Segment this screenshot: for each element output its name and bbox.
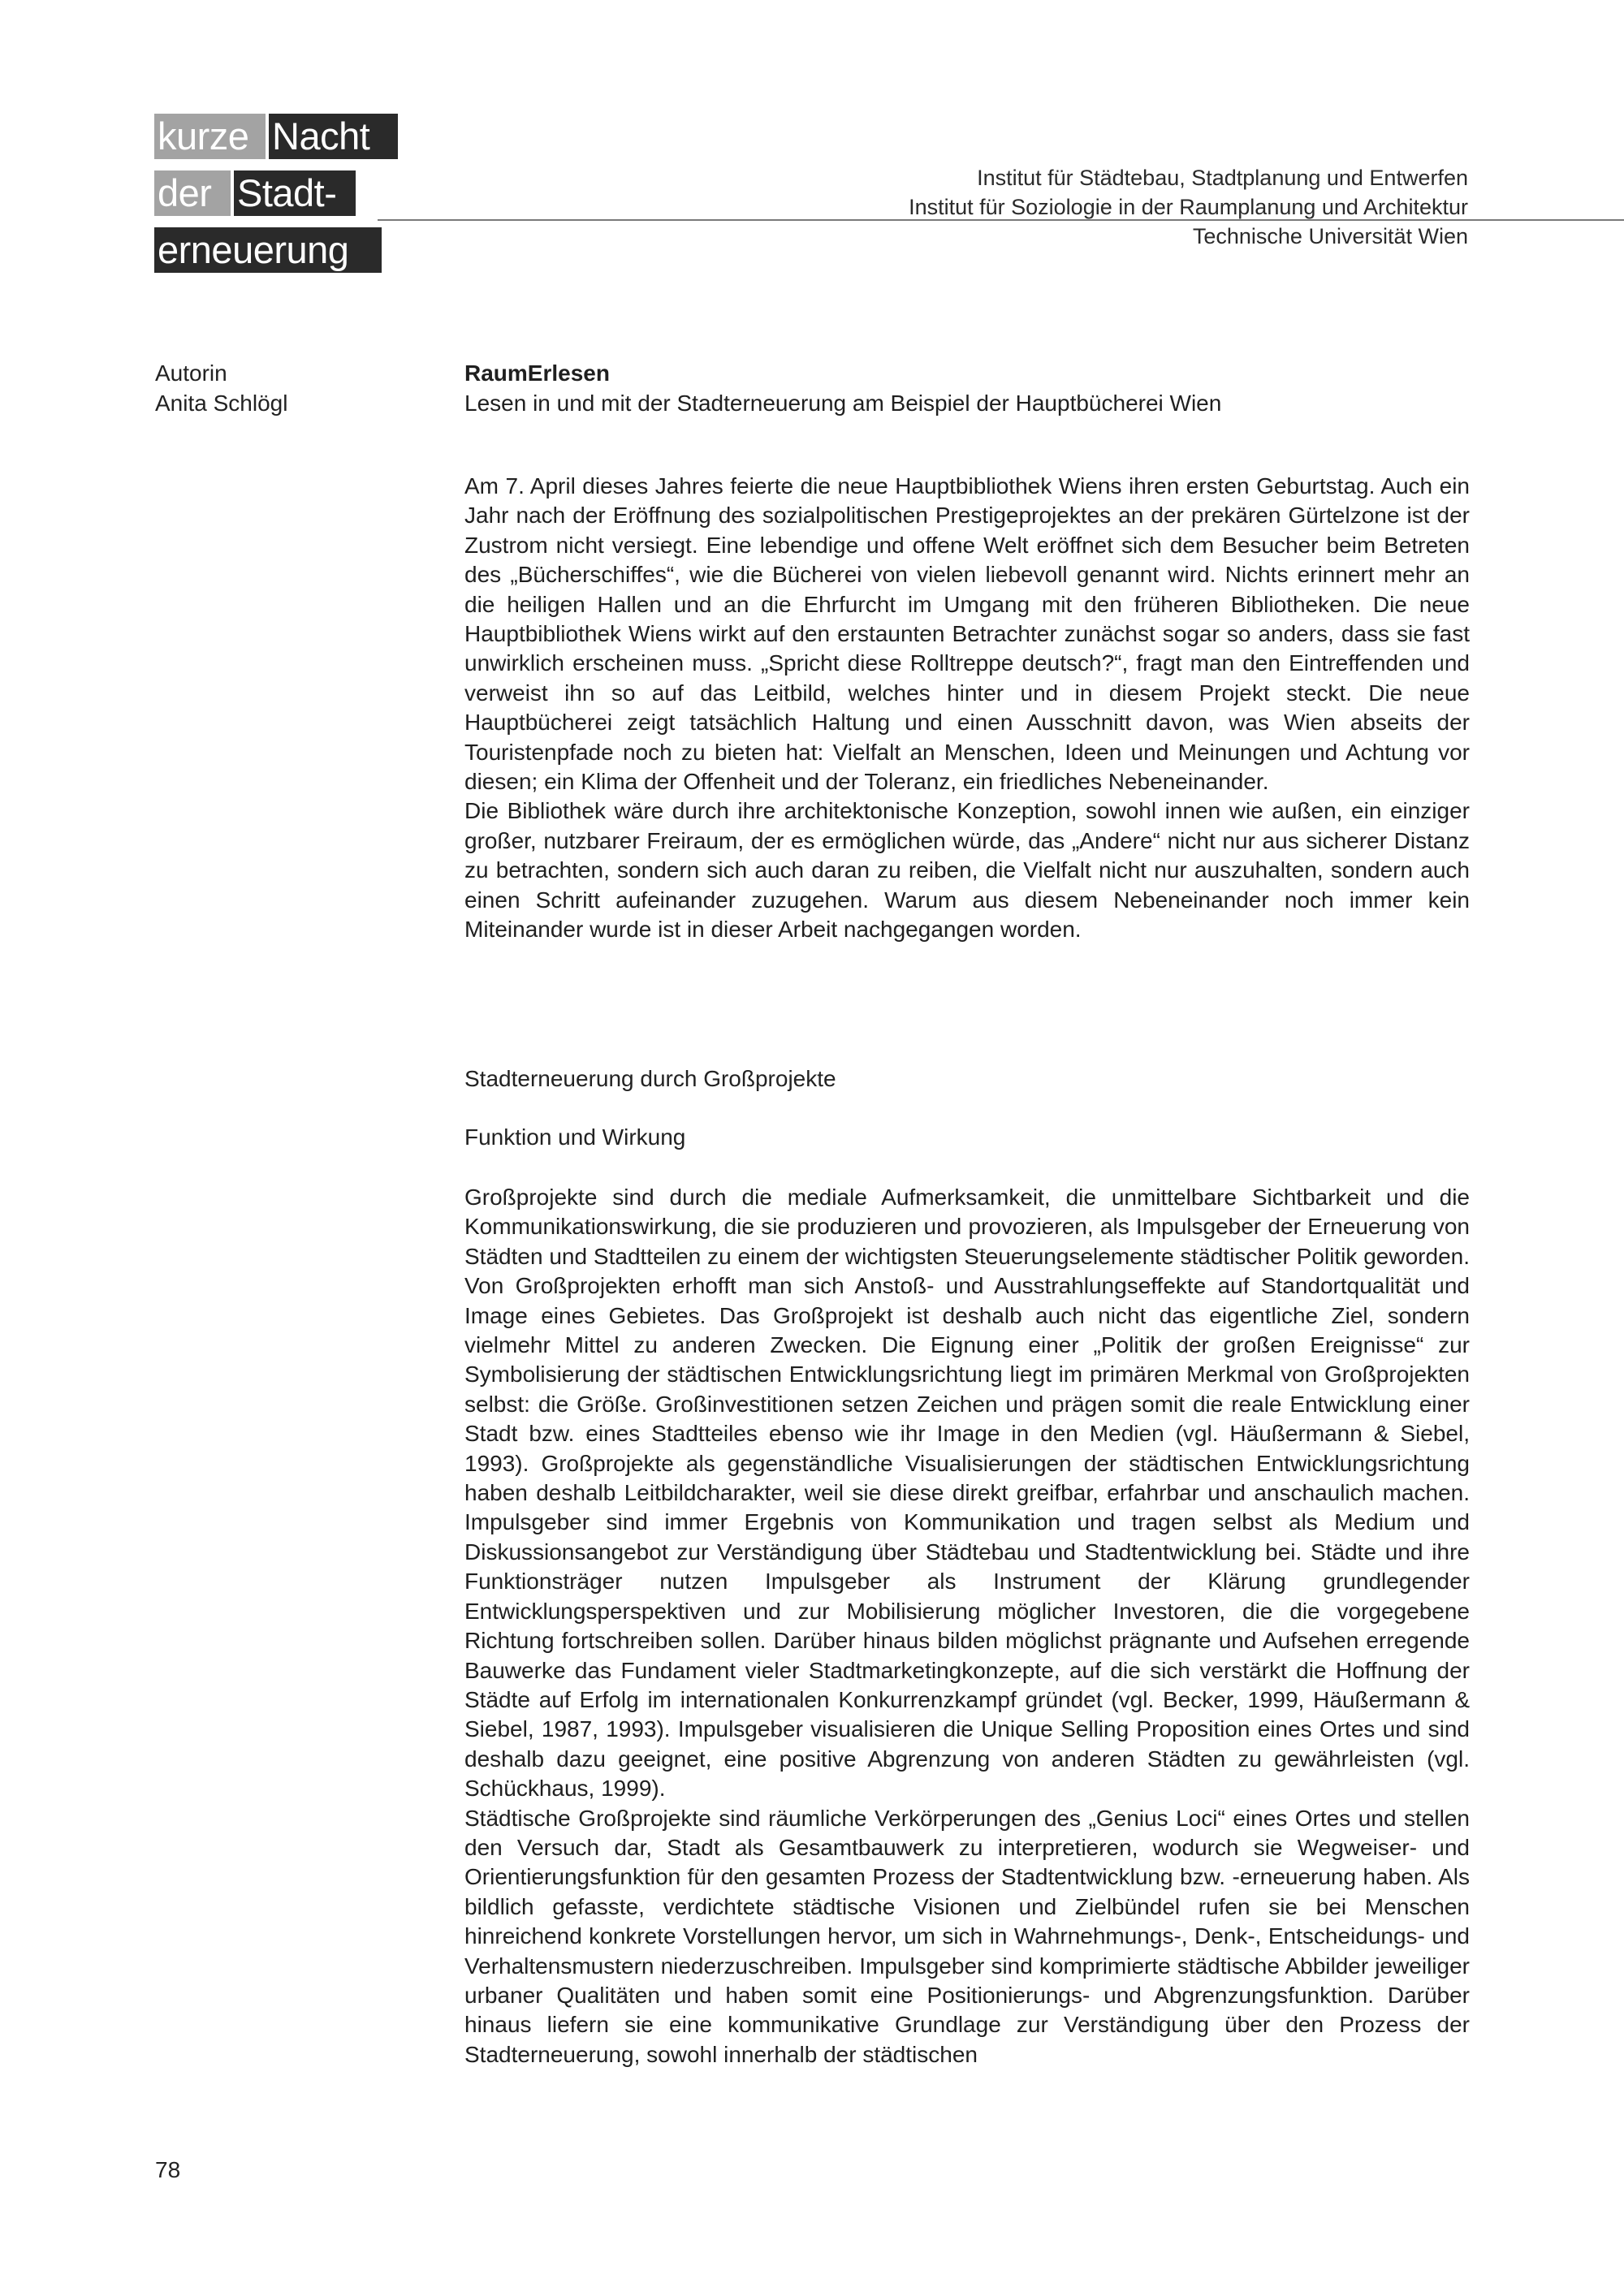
- logo-word-nacht: Nacht: [269, 114, 398, 159]
- subsection-heading: Funktion und Wirkung: [464, 1124, 686, 1150]
- institution-block: [909, 163, 1468, 251]
- body-paragraph: Städtische Großprojekte sind räumliche Verkörperungen des „Genius Loci“ eines Ortes und stellen den Versuch dar, Stadt als Gesamtbauwerk zu interpretieren, wodurch sie Wegweiser- und Orientierungsfunktion für den gesamten Prozess der Stadtentwicklung bzw. -erneuerung haben. Als bildlich gefasste, verdichtete städtische Visionen und Zielbündel rufen sie bei Menschen hinreichend konkrete Vorstellungen hervor, um sich in Wahrnehmungs-, Denk-, Entscheidungs- und Verhaltensmustern niederzuschreiben. Impulsgeber sind komprimierte städtische Abbilder jeweiliger urbaner Qualitäten und haben somit eine Positionierungs- und Abgrenzungsfunktion. Darüber hinaus liefern sie eine kommunikative Grundlage zur Verständigung über den Prozess der Stadterneuerung, sowohl innerhalb der städtischen: [464, 1805, 1470, 2067]
- body-text: [464, 1183, 1470, 2069]
- institution-line: Institut für Soziologie in der Raumplanung und Architektur: [909, 195, 1468, 219]
- logo-word-stadt: Stadt-: [234, 170, 356, 216]
- logo-word-kurze: kurze: [154, 114, 266, 159]
- article-title-block: [464, 358, 1470, 418]
- intro-paragraph: Am 7. April dieses Jahres feierte die neue Hauptbibliothek Wiens ihren ersten Geburtstag. Auch ein Jahr nach der Eröffnung des sozialpolitischen Prestigeprojektes an der prekären Gürtelzone ist der Zustrom nicht versiegt. Eine lebendige und offene Welt eröffnet sich dem Besucher beim Betreten des „Bücherschiffes“, wie die Bücherei von vielen liebevoll genannt wird. Nichts erinnert mehr an die heiligen Hallen und an die Ehrfurcht im Umgang mit den früheren Bibliotheken. Die neue Hauptbibliothek Wiens wirkt auf den erstaunten Betrachter zunächst sogar so anders, dass sie fast unwirklich erscheinen muss. „Spricht diese Rolltreppe deutsch?“, fragt man den Eintreffenden und verweist ihn so auf das Leitbild, welches hinter und in diesem Projekt steckt. Die neue Hauptbücherei zeigt tatsächlich Haltung und einen Ausschnitt davon, was Wien abseits der Touristenpfade noch zu bieten hat: Vielfalt an Menschen, Ideen und Meinungen und Achtung vor diesen; ein Klima der Offenheit und der Toleranz, ein friedliches Nebeneinander.: [464, 473, 1470, 795]
- intro-text: [464, 472, 1470, 945]
- body-paragraph: Großprojekte sind durch die mediale Aufmerksamkeit, die unmittelbare Sichtbarkeit und die Kommunikationswirkung, die sie produzieren und provozieren, als Impulsgeber der Erneuerung von Städten und Stadtteilen zu einem der wichtigsten Steuerungselemente städtischer Politik geworden. Von Großprojekten erhofft man sich Anstoß- und Ausstrahlungseffekte auf Standortqualität und Image eines Gebietes. Das Großprojekt ist deshalb auch nicht das eigentliche Ziel, sondern vielmehr Mittel zu anderen Zwecken. Die Eignung einer „Politik der großen Ereignisse“ zur Symbolisierung der städtischen Entwicklungsrichtung liegt im primären Merkmal von Großprojekten selbst: die Größe. Großinvestitionen setzen Zeichen und prägen somit die reale Entwicklung einer Stadt bzw. eines Stadtteiles ebenso wie ihr Image in den Medien (vgl. Häußermann & Siebel, 1993). Großprojekte als gegenständliche Visualisierungen der städtischen Entwicklungsrichtung haben deshalb Leitbildcharakter, weil sie diese direkt greifbar, erfahrbar und anschaulich machen. Impulsgeber sind immer Ergebnis von Kommunikation und tragen selbst als Medium und Diskussionsangebot zur Verständigung über Städtebau und Stadtentwicklung bei. Städte und ihre Funktionsträger nutzen Impulsgeber als Instrument der Klärung grundlegender Entwicklungsperspektiven und zur Mobilisierung möglicher Investoren, die die vorgegebene Richtung fortschreiben sollen. Darüber hinaus bilden möglichst prägnante und Aufsehen erregende Bauwerke das Fundament vieler Stadtmarketingkonzepte, auf die sich verstärkt die Hoffnung der Städte auf Erfolg im internationalen Konkurrenzkampf gründet (vgl. Becker, 1999, Häußermann & Siebel, 1987, 1993). Impulsgeber visualisieren die Unique Selling Proposition eines Ortes und sind deshalb dazu geeignet, eine positive Abgrenzung von anderen Städten zu gewährleisten (vgl. Schückhaus, 1999).: [464, 1185, 1470, 1802]
- institution-line: Technische Universität Wien: [1192, 224, 1468, 248]
- author-block: [155, 358, 287, 418]
- institution-line: Institut für Städtebau, Stadtplanung und Entwerfen: [977, 166, 1468, 190]
- author-name: Anita Schlögl: [155, 391, 288, 416]
- author-label: Autorin: [155, 360, 227, 386]
- logo-word-erneuerung: erneuerung: [154, 227, 382, 273]
- article-subtitle: Lesen in und mit der Stadterneuerung am Beispiel der Hauptbücherei Wien: [464, 391, 1222, 416]
- logo-word-der: der: [154, 170, 231, 216]
- logo: [154, 114, 398, 273]
- intro-paragraph: Die Bibliothek wäre durch ihre architektonische Konzeption, sowohl innen wie außen, ein einziger großer, nutzbarer Freiraum, der es ermöglichen würde, das „Andere“ nicht nur aus sicherer Distanz zu betrachten, sondern sich auch daran zu reiben, die Vielfalt nicht nur auszuhalten, sondern auch einen Schritt aufeinander zuzugehen. Warum aus diesem Nebeneinander noch immer kein Miteinander wurde ist in dieser Arbeit nachgegangen worden.: [464, 798, 1470, 943]
- article-title: RaumErlesen: [464, 360, 610, 386]
- page-number: 78: [155, 2157, 181, 2182]
- section-heading: Stadterneuerung durch Großprojekte: [464, 1066, 836, 1091]
